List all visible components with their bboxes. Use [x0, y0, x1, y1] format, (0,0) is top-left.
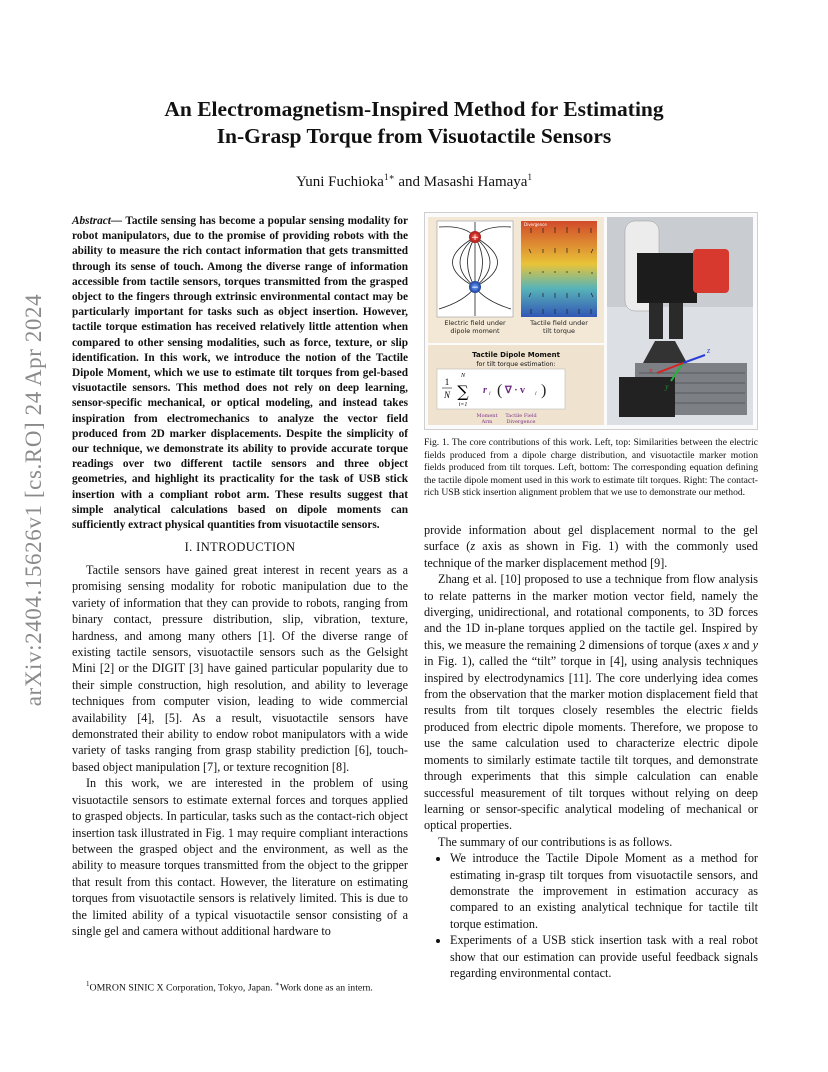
tfd-label-1: Tactile Field: [505, 413, 537, 419]
abstract-text: Tactile sensing has become a popular sensing modality for robot manipulators, due to the promise of providing robots with the ability to measure the rich contact information that gets transmitted through its sense of touch. Among the diverse range of information accessible from tactile sensors, torques transmitted from the grasped object to the fingers through extrinsic environmental contact may be particularly important for tasks such as object insertion. However, tactile torque estimation has received relatively little attention when compared to other sensing modalities, such as force, texture, or slip identification. In this work, we introduce the notion of the Tactile Dipole Moment, which we use to estimate tilt torques from gel-based visuotactile sensors. This method does not rely on deep learning, sensor-specific mechanical, or optical modeling, and instead takes inspiration from electromechanics to analyze the vector field produced from 2D marker displacements. Despite the simplicity of our technique, we demonstrate its ability to provide accurate torque readings over two different tactile sensors and three object geometries, and highlight its practicality for the task of USB stick insertion with a compliant robot arm. These results suggest that simple analytical calculations based on dipole moments can sufficiently extract physical quantities from visuotactile sensors.: [72, 215, 408, 532]
eq-sum-bottom: i=1: [458, 402, 468, 408]
axis-x: x: [649, 366, 653, 375]
footnote-tail: Work done as an intern.: [279, 982, 373, 994]
eq-one: 1: [444, 377, 450, 387]
abstract-label: Abstract—: [72, 215, 123, 227]
gripper-body: [637, 253, 697, 303]
eq-div-sub: i: [535, 391, 537, 397]
footnote-text: OMRON SINIC X Corporation, Tokyo, Japan.: [89, 982, 276, 994]
panel-subtitle: for tilt torque estimation:: [476, 361, 556, 368]
panel-title: Tactile Dipole Moment: [472, 351, 560, 359]
tfd-label-2: Divergence: [506, 419, 536, 425]
figure-1-graphic: [425, 213, 757, 429]
svg-text:+: +: [471, 233, 479, 243]
title-line-2: In-Grasp Torque from Visuotactile Sensors: [216, 124, 612, 148]
eq-r: r: [483, 385, 487, 396]
tactile-field-plot: [521, 221, 597, 317]
arxiv-watermark: [14, 290, 54, 710]
author-and: and Masashi Hamaya: [394, 174, 528, 190]
intro-paragraph-1: Tactile sensors have gained great interest in recent years as a promising sensing modality for robotic manipulation due to the variety of information that they can provide to robots, ranging from binary contact, pressure distribution, slip, vibration, texture, hardness, and among many others [1]. Of the diverse range of existing tactile sensors, visuotactile sensors such as the Gelsight Mini [2] or the DIGIT [3] have gained particular popularity due to their simple construction, high resolution, and ability to leverage techniques from computer vision, leading to wide commercial availability [4], [5]. As a result, visuotactile sensors have demonstrated their ability to endow robot manipulators with a wide variety of tasks ranging from grasp stability prediction [6], touch-based object manipulation [7], or texture recognition [8].: [72, 563, 408, 774]
label-tactile-1: Tactile field under: [530, 319, 588, 327]
eq-n: N: [443, 390, 451, 400]
svg-text:∑: ∑: [457, 382, 469, 401]
label-electric-1: Electric field under: [444, 319, 506, 327]
axis-y: y: [665, 382, 669, 391]
moment-label-1: Moment: [476, 413, 498, 419]
axis-z: z: [707, 346, 711, 355]
eq-div: ∇ · v: [505, 385, 526, 396]
right-column-text: [424, 522, 758, 981]
figure-1: [424, 212, 758, 430]
introduction: [72, 562, 408, 939]
gripper-motor: [693, 249, 729, 293]
eq-r-sub: i: [489, 391, 491, 397]
contribution-item-2: • Experiments of a USB stick insertion task with a real robot show that our estimation can provide useful feedback signals regarding environmental contact.: [450, 932, 758, 981]
figure-caption: Fig. 1. The core contributions of this work. Left, top: Similarities between the electric fields produced from a dipole charge distribution, and visuotactile marker motion fields produced from tilt torques. Left, bottom: The corresponding equation defining the tactile dipole moment used in this work to estimate tilt torques. Right: The contact-rich USB stick insertion alignment problem that we use to demonstrate our method.: [424, 437, 758, 499]
svg-text:): ): [541, 382, 547, 399]
authors: [100, 172, 728, 191]
intro-paragraph-2: In this work, we are interested in the problem of using visuotactile sensors to estimate external forces and torques applied to grasped objects. In particular, tasks such as the contact-rich object insertion task illustrated in Fig. 1 may require compliant interactions between the grasped object and the environment, as well as the ability to measure torques transmitted from the object to the gripper that result from this contact. However, the literature on estimating torques from visuotactile sensors is relatively limited. This is due to the limited ability of a typical visuotactile sensor consisting of a single gel and camera without additional hardware to: [72, 776, 408, 938]
contributions-list: [424, 850, 758, 981]
paper-title: [100, 96, 728, 150]
footnote: [72, 978, 408, 994]
author-1-affil: 1∗: [383, 172, 395, 182]
right-paragraph-0: provide information about gel displacement normal to the gel surface (z axis as shown in Fig. 1) with the commonly used technique of the marker displacement method [9].: [424, 523, 758, 570]
title-line-1: An Electromagnetism-Inspired Method for Estimating: [164, 97, 664, 121]
author-2-affil: 1: [527, 172, 532, 182]
abstract: [72, 214, 408, 533]
right-paragraph-1: Zhang et al. [10] proposed to use a technique from flow analysis to relate patterns in the marker motion vector field, namely the diverging, unidirectional, and rotational components, to 3D forces and the 1D in-plane torques applied on the tactile gel. Inspired by this, we measure the remaining 2 dimensions of torque (axes x and y in Fig. 1), called the “tilt” torque in [4], using analysis techniques inspired by electrodynamics [11]. The core underlying idea comes from the observation that the marker motion displacement field that results from tilt torques closely resembles the electric fields produced from electric dipole moments. Therefore, we propose to use the same calculation used to characterize electric dipole moments to similarly estimate tactile tilt torques, and demonstrate through experiments that this simple calculation can enable successful measurement of tilt torques without relying on deep learning or sensor-specific analytical modeling of mechanical or optical properties.: [424, 572, 758, 833]
label-tactile-2: tilt torque: [542, 327, 576, 335]
footnote-mark: 1: [86, 980, 90, 988]
svg-text:(: (: [497, 382, 503, 399]
label-electric-2: dipole moment: [450, 327, 500, 335]
moment-label-2: Arm: [481, 419, 493, 425]
eq-sum-top: N: [460, 373, 466, 379]
svg-text:−: −: [471, 283, 479, 293]
contribution-item-1: • We introduce the Tactile Dipole Moment as a method for estimating in-grasp tilt torques from visuotactile sensors, and demonstrate the improvement in estimation accuracy as compared to an existing analytical technique for tactile tilt torque estimation.: [450, 850, 758, 932]
section-heading: I. INTRODUCTION: [184, 540, 296, 554]
divergence-tag: Divergence: [524, 222, 547, 227]
author-1: Yuni Fuchioka: [296, 174, 384, 190]
arxiv-id: arXiv:2404.15626v1 [cs.RO] 24 Apr 2024: [21, 293, 46, 707]
right-paragraph-2: The summary of our contributions is as follows.: [438, 834, 673, 849]
footnote-star: ∗: [275, 980, 280, 988]
